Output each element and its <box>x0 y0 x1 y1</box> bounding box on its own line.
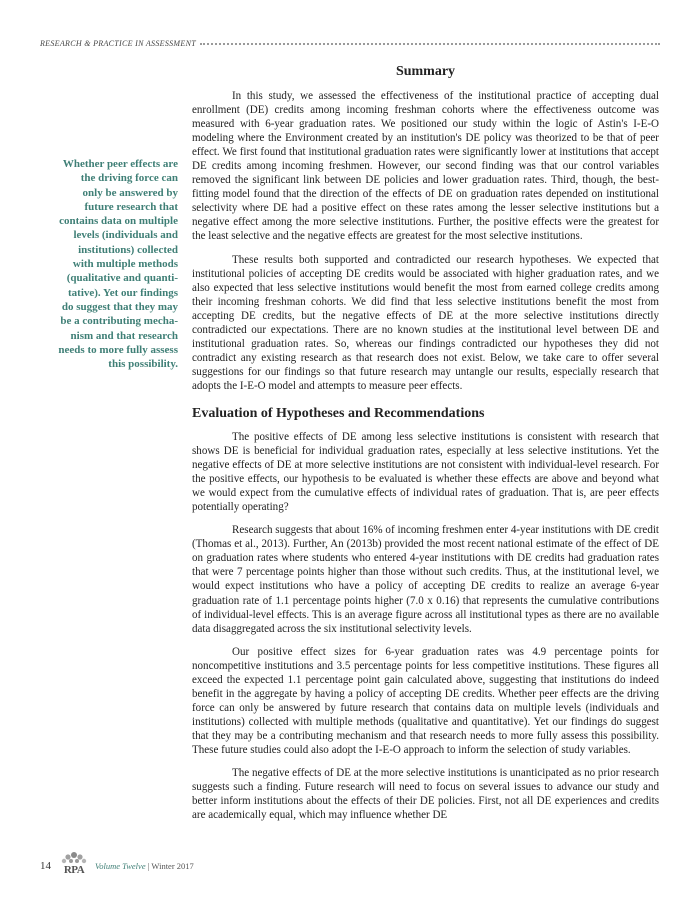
separator: | <box>145 861 152 871</box>
paragraph: Our positive effect sizes for 6-year graduation rates was 4.9 percentage points for noncompetitive institutions and 3.5 percentage points for less competitive institutions. These figures all exceed the expected 1.1 percentage point gain calculated above, suggesting that institutions do indeed benefit in the aggregate by having a policy of accepting DE credits. Whether peer effects are the driving force can only be answered by future research that contains data on multiple levels (individuals and institutions) collected with multiple methods (qualitative and quantitative). Yet our findings do suggest that they may be a contributing mechanism and that research needs to more fully assess this possibility. These future studies could also adopt the I-E-O approach to inform the selection of study variables. <box>192 645 659 756</box>
logo-text: RPA <box>63 864 85 876</box>
page-number: 14 <box>40 860 51 872</box>
paragraph: Research suggests that about 16% of incoming freshmen enter 4-year institutions with DE credit (Thomas et al., 2013). Further, An (2013b) provided the most recent national estimate of the effect of DE on graduation rates where students who entered 4-year institutions with DE credits had graduation rates that were 7 percentage points higher than those without such credits. Thus, at the institutional level, we would expect institutions who have a policy of accepting DE credits to realize an average 6-year graduation rate of 1.1 percentage points higher (7.0 x 0.16) that represents the cumulative contributions of individual-level effects. This is an average figure across all institutional types as there are no available data disaggregated across the six institutional selectivity levels. <box>192 524 659 635</box>
page-footer <box>40 846 194 886</box>
volume-label: Volume Twelve <box>95 861 146 871</box>
section-heading-evaluation: Evaluation of Hypotheses and Recommendations <box>192 405 485 421</box>
paragraph: The positive effects of DE among less selective institutions is consistent with research that shows DE is beneficial for individual graduation rates, especially at less selective institutions. Yet the negative effects of DE at more selective institutions are not consistent with individual-level research. For the positive effects, our hypothesis to be evaluated is whether these effects are above and beyond what we would expect from the cumulative effects of individual rates of graduation. That is, are peer effects potentially operating? <box>192 430 659 514</box>
section-heading-summary: Summary <box>395 64 456 79</box>
paragraph: The negative effects of DE at the more selective institutions is unanticipated as no prior research suggests such a finding. Future research will need to focus on several issues to advance our study and better inform institutions about the effects of their DE policies. First, not all DE experiences and credits are academically equal, which may influence whether DE <box>192 767 659 822</box>
sidebar-pull-quote: Whether peer effects are the driving force can only be answered by future research that contains data on multiple levels (individuals and institutions) collected with multiple methods (qualitative and quanti-tative). Yet our findings do suggest that they may be a contributing mecha-nism and that research needs to more fully assess this possibility. <box>58 158 178 371</box>
paragraph: These results both supported and contradicted our research hypotheses. We expected that institutional policies of accepting DE credits would be associated with higher graduation rates, and we also expected that less selective institutions would benefit the most from earned college credits among their incoming freshman cohorts. We did find that less selective institutions benefit the most from accepting DE credits, but the negative effects of DE at the more selective institutions directly contradicted our expectations. There are no known studies at the institutional level between DE and institutional graduation rates. So, whereas our findings contradicted our hypotheses they did not contradict any existing research as that research does not exist. Below, we take care to offer several suggestions for our findings so that future research may untangle our results, especially research that adopts the I-E-O model and attempts to measure peer effects. <box>192 253 659 392</box>
issue-info <box>95 861 194 871</box>
article-body <box>192 62 659 831</box>
dotted-rule <box>200 43 660 45</box>
running-head <box>40 36 660 50</box>
rpa-logo <box>59 850 89 882</box>
journal-title: RESEARCH & PRACTICE IN ASSESSMENT <box>40 38 196 48</box>
paragraph: In this study, we assessed the effectiveness of the institutional practice of accepting dual enrollment (DE) credits among incoming freshman cohorts where the effectiveness outcome was measured with 6-year graduation rates. We positioned our study within the logic of Astin's I-E-O modeling where the Environment created by an institution's DE policy was theorized to be that of peer effect. We first found that institutional graduation rates were significantly lower at institutions that accept DE credits among incoming freshmen. However, our second finding was that our control variables removed the significant link between DE policies and lower graduation rates. Third, though, the best-fitting model found that the direction of the effects of DE on graduation rates depended on institutional selectivity where DE had a positive effect on these rates among the lesser selective institutions but a negative effect among the more selective institutions. Further, the positive effects were the greatest for the least selective and the negative effects are greatest for the most selective institutions. <box>192 90 659 243</box>
issue-label: Winter 2017 <box>151 861 194 871</box>
